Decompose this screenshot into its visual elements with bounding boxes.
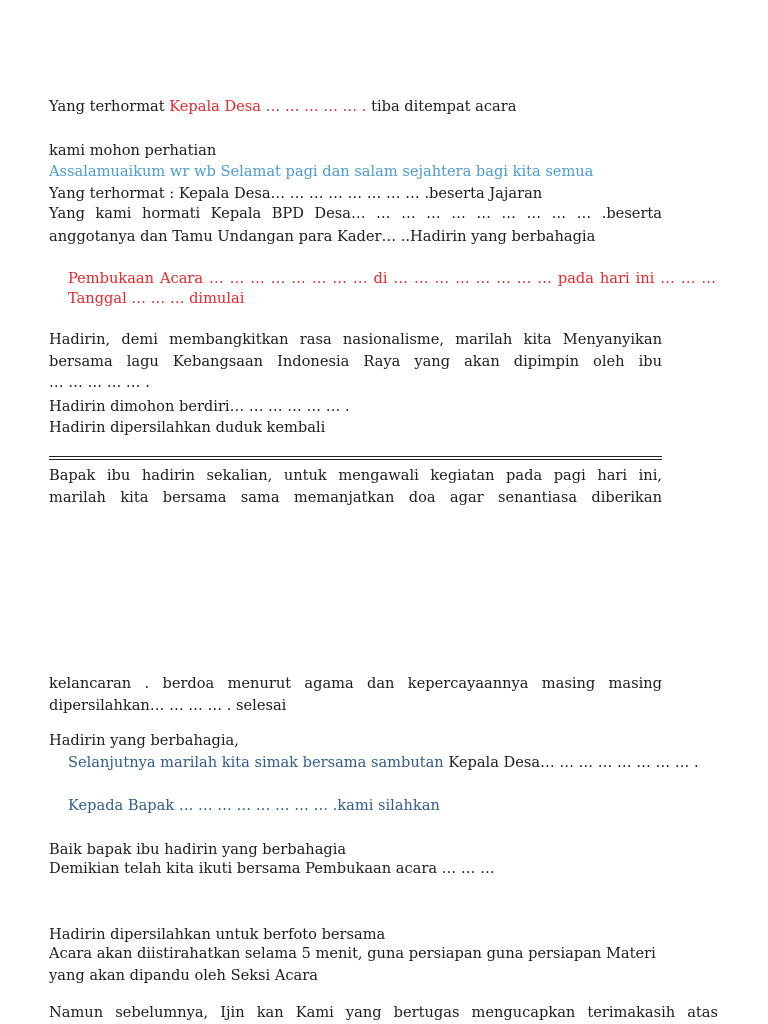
section-divider <box>49 456 662 460</box>
closing-line-2: Demikian telah kita ikuti bersama Pembukaan acara … … … <box>49 860 495 877</box>
greeting-line <box>49 97 662 117</box>
invite-line: Kepada Bapak … … … … … … … … .kami silahkan <box>68 797 440 814</box>
prayer-line-4: dipersilahkan… … … … . selesai <box>49 697 287 714</box>
speech-intro: Selanjutnya marilah kita simak bersama sambutan <box>68 754 449 771</box>
closing-line-1: Baik bapak ibu hadirin yang berbahagia <box>49 841 347 858</box>
break-line-2: yang akan dipandu oleh Seksi Acara <box>49 967 318 984</box>
anthem-line-3: … … … … … . <box>49 374 150 391</box>
greeting-suffix: tiba ditempat acara <box>371 98 517 115</box>
photo-line: Hadirin dipersilahkan untuk berfoto bersama <box>49 926 386 943</box>
speech-kepala-desa: Kepala Desa… … … … … … … … . <box>448 754 699 771</box>
thanks-line: Namun sebelumnya, Ijin kan Kami yang bertugas mengucapkan terimakasih atas <box>49 1004 718 1021</box>
anthem-line-2: bersama lagu Kebangsaan Indonesia Raya yang akan dipimpin oleh ibu <box>49 353 662 370</box>
stand-line: Hadirin dimohon berdiri… … … … … … . <box>49 398 350 415</box>
greeting-kepala-desa: Kepala Desa … … … … … . <box>169 98 372 115</box>
prayer-line-3: kelancaran . berdoa menurut agama dan kepercayaannya masing masing <box>49 675 662 692</box>
opening-line: Pembukaan Acara … … … … … … … … di … … … … … … … … pada hari ini … … … <box>68 270 716 287</box>
attention-line: kami mohon perhatian <box>49 142 217 159</box>
prayer-line-1: Bapak ibu hadirin sekalian, untuk mengawali kegiatan pada pagi hari ini, <box>49 467 662 484</box>
honor-guests-line: anggotanya dan Tamu Undangan para Kader… ..Hadirin yang berbahagia <box>49 228 596 245</box>
prayer-line-2: marilah kita bersama sama memanjatkan doa agar senantiasa diberikan <box>49 489 662 506</box>
anthem-line-1: Hadirin, demi membangkitkan rasa nasionalisme, marilah kita Menyanyikan <box>49 331 662 348</box>
sit-line: Hadirin dipersilahkan duduk kembali <box>49 419 326 436</box>
honor-bpd-line: Yang kami hormati Kepala BPD Desa… … … … … … … … … … .beserta <box>49 205 662 222</box>
opening-date-line: Tanggal … … … dimulai <box>68 290 245 307</box>
audience-line: Hadirin yang berbahagia, <box>49 732 239 749</box>
break-line-1: Acara akan diistirahatkan selama 5 menit, guna persiapan guna persiapan Materi <box>49 945 656 962</box>
speech-line <box>68 753 716 773</box>
greeting-prefix: Yang terhormat <box>49 98 170 115</box>
honor-kepala-desa-line: Yang terhormat : Kepala Desa… … … … … … … … .beserta Jajaran <box>49 185 543 202</box>
salam-line: Assalamuaikum wr wb Selamat pagi dan salam sejahtera bagi kita semua <box>49 163 594 180</box>
